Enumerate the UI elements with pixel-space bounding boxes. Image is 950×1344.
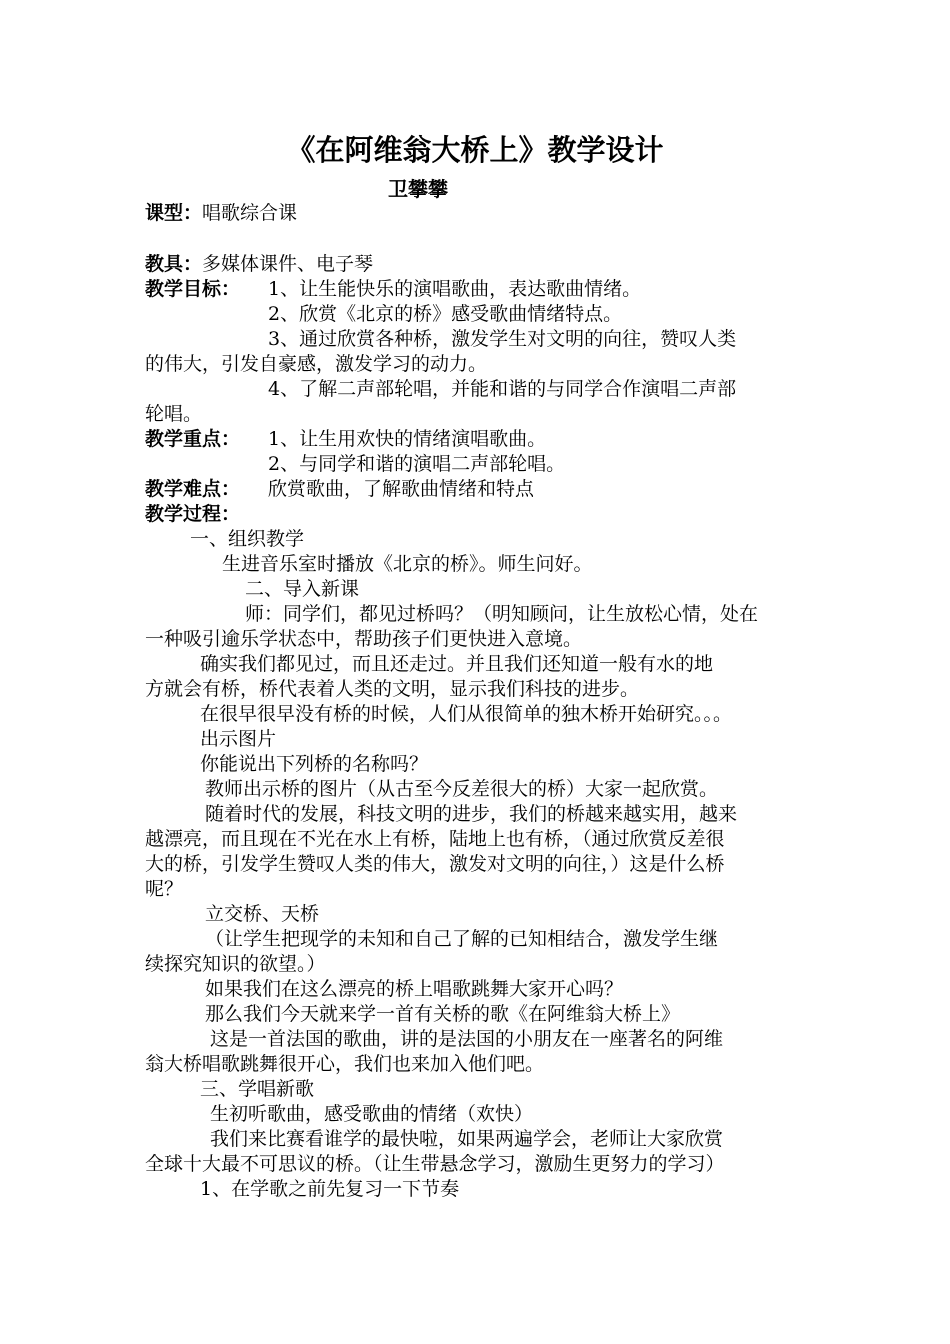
- document-title: 《在阿维翁大桥上》教学设计: [286, 133, 664, 167]
- process-line: 教师出示桥的图片（从古至今反差很大的桥）大家一起欣赏。: [205, 778, 719, 800]
- process-line: 这是一首法国的歌曲，讲的是法国的小朋友在一座著名的阿维: [210, 1028, 724, 1050]
- process-line: 三、学唱新歌: [200, 1078, 315, 1100]
- process-line: 续探究知识的欲望。）: [145, 953, 326, 975]
- course-type-label: 课型：: [145, 202, 203, 224]
- process-line: 随着时代的发展，科技文明的进步，我们的桥越来越实用，越来: [205, 803, 738, 825]
- course-type-row: [145, 200, 297, 226]
- tools-value: 多媒体课件、电子琴: [202, 253, 374, 275]
- goals-line: 1、让生能快乐的演唱歌曲，表达歌曲情绪。: [268, 278, 642, 300]
- process-line: 你能说出下列桥的名称吗？: [200, 753, 429, 775]
- goals-line: 轮唱。: [145, 403, 203, 425]
- goals-line: 的伟大，引发自豪感，激发学习的动力。: [145, 353, 488, 375]
- process-line: 大的桥，引发学生赞叹人类的伟大，激发对文明的向往，）这是什么桥: [145, 853, 725, 875]
- process-line: 1、在学歌之前先复习一下节奏: [200, 1178, 460, 1200]
- process-line: 呢？: [145, 878, 184, 900]
- process-line: 生初听歌曲，感受歌曲的情绪（欢快）: [210, 1103, 534, 1125]
- process-line: 确实我们都见过，而且还走过。并且我们还知道一般有水的地: [200, 653, 714, 675]
- process-line: 我们来比赛看谁学的最快啦，如果两遍学会，老师让大家欣赏: [210, 1128, 724, 1150]
- process-line: 出示图片: [200, 728, 277, 750]
- goals-line: 4、了解二声部轮唱，并能和谐的与同学合作演唱二声部: [268, 378, 737, 400]
- goals-line: 2、欣赏《北京的桥》感受歌曲情绪特点。: [268, 303, 623, 325]
- process-line: 方就会有桥，桥代表着人类的文明，显示我们科技的进步。: [145, 678, 640, 700]
- goals-label: 教学目标：: [145, 278, 241, 300]
- key-points-line: 1、让生用欢快的情绪演唱歌曲。: [268, 428, 547, 450]
- difficulties-label: 教学难点：: [145, 478, 241, 500]
- difficulties-value: 欣赏歌曲，了解歌曲情绪和特点: [268, 478, 535, 500]
- process-line: 越漂亮，而且现在不光在水上有桥，陆地上也有桥，（通过欣赏反差很: [145, 828, 725, 850]
- process-line: （让学生把现学的未知和自己了解的已知相结合，激发学生继: [205, 928, 719, 950]
- process-label: 教学过程：: [145, 503, 241, 525]
- goals-line: 3、通过欣赏各种桥，激发学生对文明的向往，赞叹人类: [268, 328, 737, 350]
- process-line: 全球十大最不可思议的桥。（让生带悬念学习，激励生更努力的学习）: [145, 1153, 725, 1175]
- process-line: 一、组织教学: [190, 528, 305, 550]
- author-name: 卫攀攀: [388, 177, 448, 201]
- key-points-line: 2、与同学和谐的演唱二声部轮唱。: [268, 453, 566, 475]
- process-line: 二、导入新课: [245, 578, 360, 600]
- process-line: 一种吸引逾乐学状态中，帮助孩子们更快进入意境。: [145, 628, 583, 650]
- process-line: 翁大桥唱歌跳舞很开心，我们也来加入他们吧。: [145, 1053, 545, 1075]
- process-line: 生进音乐室时播放《北京的桥》。师生问好。: [222, 553, 593, 575]
- tools-row: [145, 251, 373, 277]
- process-line: 在很早很早没有桥的时候，人们从很简单的独木桥开始研究。。。: [200, 703, 733, 725]
- process-line: 那么我们今天就来学一首有关桥的歌《在阿维翁大桥上》: [205, 1003, 681, 1025]
- tools-label: 教具：: [145, 253, 203, 275]
- key-points-label: 教学重点：: [145, 428, 241, 450]
- process-line: 如果我们在这么漂亮的桥上唱歌跳舞大家开心吗？: [205, 978, 624, 1000]
- course-type-value: 唱歌综合课: [202, 202, 298, 224]
- process-line: 师：同学们，都见过桥吗？（明知顾问，让生放松心情，处在: [245, 603, 759, 625]
- process-line: 立交桥、天桥: [205, 903, 320, 925]
